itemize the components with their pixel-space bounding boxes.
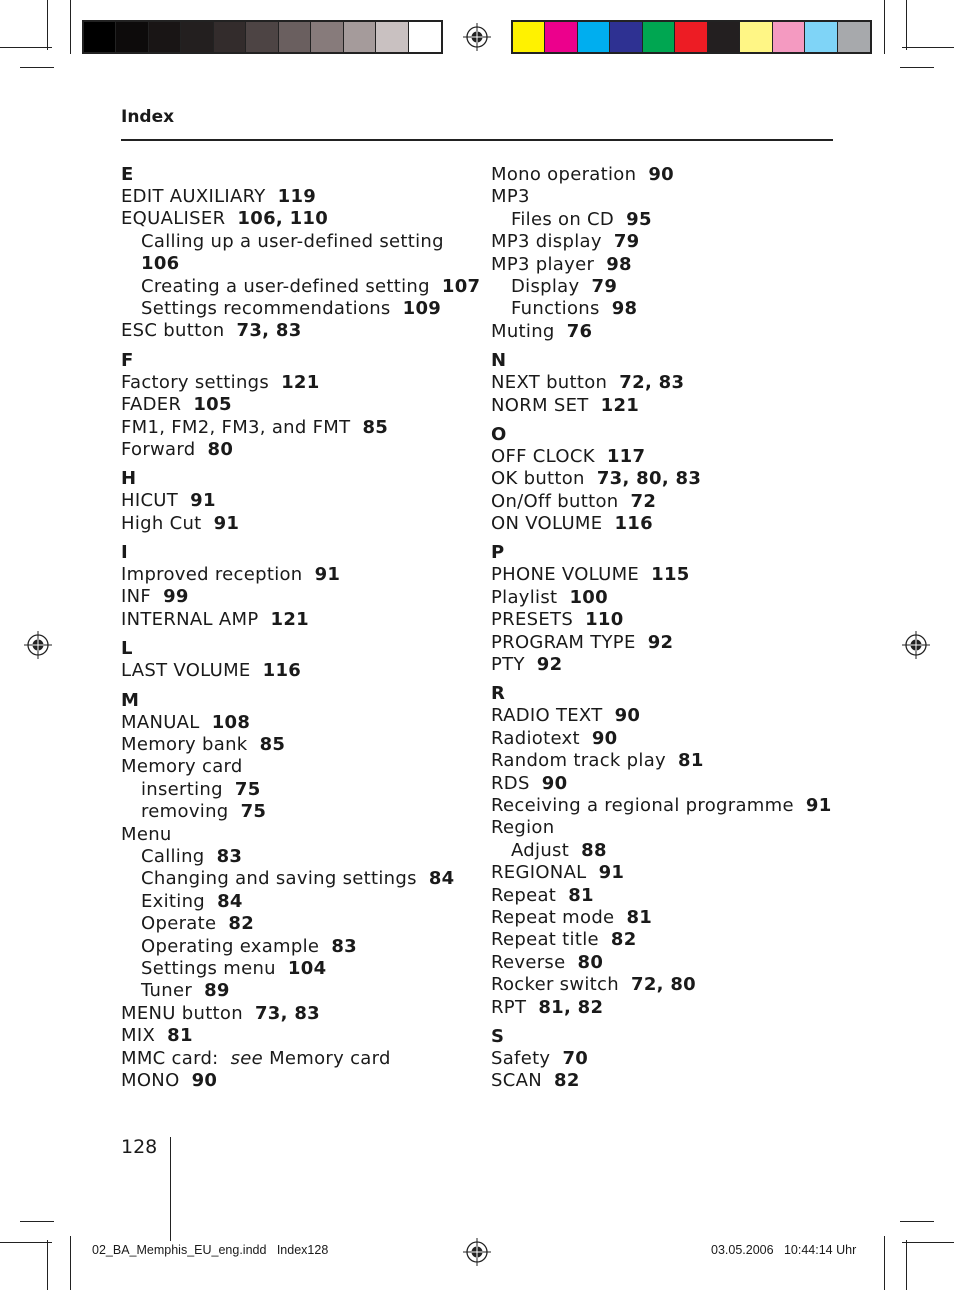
index-entry <box>121 734 481 756</box>
index-term: INF <box>121 586 152 608</box>
color-swatch <box>149 22 181 52</box>
index-term: NEXT button <box>491 372 608 394</box>
index-term: Calling <box>141 845 205 867</box>
index-entry <box>121 513 481 535</box>
index-page-numbers: 75 <box>234 778 261 800</box>
index-entry <box>491 372 831 394</box>
index-page-numbers: 110 <box>585 609 624 631</box>
index-page-numbers: 76 <box>566 320 593 342</box>
index-page-numbers: 89 <box>204 980 230 1002</box>
index-entry <box>121 490 481 512</box>
index-letter-heading: N <box>491 350 507 372</box>
index-page-numbers: 116 <box>262 660 302 682</box>
page-number: 128 <box>121 1136 158 1158</box>
index-subentry <box>121 913 481 935</box>
color-swatch <box>643 22 675 52</box>
index-term: Rocker switch <box>491 974 619 996</box>
index-subentry <box>121 958 481 980</box>
index-entry <box>491 929 831 951</box>
index-entry <box>491 1070 831 1092</box>
index-entry <box>491 446 831 468</box>
index-term: OFF CLOCK <box>491 445 595 467</box>
color-swatch <box>246 22 278 52</box>
index-page-continuation <box>121 253 481 275</box>
index-page-numbers: 84 <box>428 868 455 890</box>
index-entry <box>491 186 831 208</box>
index-letter-heading: F <box>121 349 134 371</box>
index-page-numbers: 90 <box>191 1069 218 1091</box>
color-swatch <box>805 22 837 52</box>
index-term: Memory card <box>121 756 243 778</box>
index-entry <box>121 439 481 461</box>
index-page-numbers: 104 <box>287 957 327 979</box>
index-term: RPT <box>491 996 527 1018</box>
index-term: PHONE VOLUME <box>491 564 640 586</box>
index-letter-heading: M <box>121 689 140 711</box>
color-swatch <box>344 22 376 52</box>
index-entry <box>491 654 831 676</box>
index-term: Safety <box>491 1047 551 1069</box>
index-page-numbers: 108 <box>211 711 251 733</box>
index-entry <box>491 885 831 907</box>
index-page-numbers: 82 <box>554 1070 580 1092</box>
color-swatch <box>311 22 343 52</box>
index-subentry <box>491 209 831 231</box>
index-letter-heading: L <box>121 638 133 660</box>
index-entry <box>491 231 831 253</box>
index-term: FM1, FM2, FM3, and FMT <box>121 416 351 438</box>
index-page-numbers: 72, 83 <box>619 372 685 394</box>
index-term: Menu <box>121 823 172 845</box>
index-letter-heading: O <box>491 423 507 445</box>
index-page-numbers: 91 <box>190 490 216 512</box>
index-entry <box>491 1048 831 1070</box>
index-term: Settings menu <box>141 957 276 979</box>
index-entry <box>121 372 481 394</box>
index-term: High Cut <box>121 512 202 534</box>
index-entry <box>491 513 831 535</box>
index-page-numbers: 81 <box>626 906 653 928</box>
index-page-numbers: 91 <box>805 794 832 816</box>
crop-mark <box>0 47 52 48</box>
index-subentry <box>121 231 481 253</box>
crop-mark <box>900 1221 934 1222</box>
color-swatch <box>279 22 311 52</box>
index-entry <box>121 824 481 846</box>
index-page-numbers: 82 <box>610 929 637 951</box>
index-page-numbers: 72, 80 <box>631 974 697 996</box>
index-page-numbers: 98 <box>611 298 638 320</box>
index-entry <box>491 997 831 1019</box>
index-page-numbers: 91 <box>314 564 341 586</box>
index-page-numbers: 106, 110 <box>237 208 329 230</box>
index-term: EDIT AUXILIARY <box>121 186 266 207</box>
index-entry <box>491 728 831 750</box>
crop-mark <box>0 1242 52 1243</box>
index-subentry <box>121 980 481 1002</box>
crop-mark <box>47 0 48 50</box>
registration-mark-icon <box>24 631 52 659</box>
cross-reference-target: Memory card <box>269 1047 391 1069</box>
index-term: On/Off button <box>491 490 619 512</box>
color-swatch <box>740 22 772 52</box>
index-page-numbers: 98 <box>606 253 632 275</box>
index-term: REGIONAL <box>491 862 587 884</box>
index-term: PRESETS <box>491 609 574 631</box>
index-page-numbers: 72 <box>630 490 657 512</box>
crop-mark <box>906 1240 907 1290</box>
index-term: Radiotext <box>491 727 580 749</box>
index-page-numbers: 83 <box>216 845 243 867</box>
index-page-numbers: 79 <box>613 231 640 253</box>
index-entry <box>121 186 481 208</box>
index-entry <box>491 773 831 795</box>
index-term: HICUT <box>121 490 179 512</box>
index-subentry <box>121 801 481 823</box>
index-entry <box>121 712 481 734</box>
index-entry <box>491 952 831 974</box>
index-entry <box>121 756 481 778</box>
index-term: Changing and saving settings <box>141 868 417 890</box>
index-term: EQUALISER <box>121 208 226 230</box>
index-term: removing <box>141 801 229 823</box>
registration-mark-icon <box>463 23 491 51</box>
index-term: inserting <box>141 778 223 800</box>
index-entry <box>491 587 831 609</box>
index-term: Muting <box>491 320 555 342</box>
index-letter-heading: E <box>121 164 134 185</box>
index-entry <box>491 254 831 276</box>
timestamp-slug: 03.05.2006 10:44:14 Uhr <box>711 1243 857 1257</box>
crop-mark <box>906 0 907 50</box>
index-page-numbers: 88 <box>581 839 607 861</box>
index-page-numbers: 81 <box>568 884 594 906</box>
index-term: Random track play <box>491 750 666 772</box>
index-term: Operate <box>141 913 217 935</box>
color-swatch <box>838 22 870 52</box>
index-term: Calling up a user-defined setting <box>141 230 444 252</box>
index-term: LAST VOLUME <box>121 660 251 682</box>
crop-mark <box>70 1236 71 1290</box>
index-term: SCAN <box>491 1070 542 1092</box>
index-term: MANUAL <box>121 711 200 733</box>
index-page-numbers: 79 <box>591 275 618 297</box>
crop-mark <box>900 67 934 68</box>
registration-mark-icon <box>463 1238 491 1266</box>
index-entry <box>121 1003 481 1025</box>
crop-mark <box>20 67 54 68</box>
index-page-numbers: 73, 80, 83 <box>596 468 702 490</box>
index-term: MIX <box>121 1025 156 1047</box>
index-subentry <box>121 779 481 801</box>
index-entry <box>491 862 831 884</box>
registration-mark-icon <box>902 631 930 659</box>
crop-mark <box>902 47 954 48</box>
index-entry <box>121 564 481 586</box>
index-subentry <box>491 298 831 320</box>
index-page-numbers: 75 <box>240 801 267 823</box>
index-entry <box>121 586 481 608</box>
color-swatch <box>708 22 740 52</box>
index-page-numbers: 117 <box>606 445 646 467</box>
index-term: RDS <box>491 772 530 794</box>
index-entry <box>121 1025 481 1047</box>
color-swatch <box>181 22 213 52</box>
index-page-numbers: 91 <box>598 862 625 884</box>
index-term: PROGRAM TYPE <box>491 631 636 653</box>
index-term: Mono operation <box>491 164 637 185</box>
index-term: Settings recommendations <box>141 297 391 319</box>
index-term: MP3 player <box>491 253 595 275</box>
index-page-numbers: 80 <box>577 951 604 973</box>
index-page-numbers: 105 <box>193 394 232 416</box>
color-swatch <box>675 22 707 52</box>
index-entry <box>491 974 831 996</box>
index-page-numbers: 85 <box>259 734 286 756</box>
index-term: PTY <box>491 654 525 676</box>
index-page-numbers: 81 <box>678 750 704 772</box>
see-reference: see <box>230 1047 264 1069</box>
index-term: RADIO TEXT <box>491 705 603 727</box>
index-entry <box>491 395 831 417</box>
index-page-numbers: 90 <box>648 164 675 185</box>
index-page-numbers: 90 <box>591 727 618 749</box>
color-control-strip <box>511 20 872 54</box>
index-term: Exiting <box>141 890 206 912</box>
index-term: MP3 display <box>491 231 602 253</box>
index-term: Memory bank <box>121 734 248 756</box>
index-column-left <box>121 164 481 1092</box>
index-letter-heading: H <box>121 468 137 490</box>
header-divider <box>121 139 833 141</box>
index-entry <box>121 320 481 342</box>
color-swatch <box>84 22 116 52</box>
index-entry <box>121 394 481 416</box>
color-swatch <box>610 22 642 52</box>
index-term: NORM SET <box>491 394 589 416</box>
index-entry <box>491 491 831 513</box>
index-subentry <box>121 936 481 958</box>
index-term: Reverse <box>491 951 566 973</box>
index-page-numbers: 121 <box>600 394 640 416</box>
index-entry <box>121 1070 481 1092</box>
index-page-numbers: 73, 83 <box>254 1002 320 1024</box>
index-page-numbers: 100 <box>569 586 608 608</box>
index-page-numbers: 116 <box>614 513 653 535</box>
index-page-numbers: 92 <box>647 631 674 653</box>
index-page-numbers: 81 <box>167 1025 193 1047</box>
index-entry <box>491 817 831 839</box>
crop-mark <box>884 1236 885 1290</box>
index-entry <box>121 609 481 631</box>
index-page-numbers: 81, 82 <box>538 996 604 1018</box>
index-term: Receiving a regional programme <box>491 794 794 816</box>
crop-mark <box>70 0 71 54</box>
index-entry <box>491 164 831 186</box>
index-term: Repeat <box>491 884 557 906</box>
index-page-numbers: 119 <box>277 186 317 207</box>
color-swatch <box>545 22 577 52</box>
index-subentry <box>491 276 831 298</box>
index-entry <box>491 564 831 586</box>
index-page-numbers: 95 <box>626 208 652 230</box>
index-term: Forward <box>121 438 196 460</box>
crop-mark <box>47 1240 48 1290</box>
color-swatch <box>376 22 408 52</box>
index-entry <box>491 705 831 727</box>
index-column-right <box>491 164 831 1093</box>
index-entry <box>491 907 831 929</box>
index-subentry <box>121 298 481 320</box>
index-term: MP3 <box>491 186 530 208</box>
index-term: Region <box>491 817 555 839</box>
color-swatch <box>116 22 148 52</box>
color-swatch <box>214 22 246 52</box>
index-letter-heading: P <box>491 542 505 564</box>
color-swatch <box>513 22 545 52</box>
index-letter-heading: R <box>491 683 506 705</box>
index-page-numbers: 121 <box>270 608 310 630</box>
index-page-numbers: 70 <box>562 1047 589 1069</box>
index-entry <box>491 632 831 654</box>
index-term: Repeat title <box>491 929 599 951</box>
index-page-numbers: 90 <box>614 705 641 727</box>
index-page-numbers: 73, 83 <box>236 320 302 342</box>
index-entry <box>491 750 831 772</box>
index-subentry <box>121 846 481 868</box>
index-entry <box>491 795 831 817</box>
color-swatch <box>578 22 610 52</box>
index-page-numbers: 107 <box>441 275 481 297</box>
index-term: Playlist <box>491 586 558 608</box>
index-page-numbers: 109 <box>402 297 442 319</box>
index-term: INTERNAL AMP <box>121 608 259 630</box>
index-page-numbers: 99 <box>163 586 189 608</box>
index-term: MONO <box>121 1069 180 1091</box>
index-subentry <box>121 891 481 913</box>
index-page-numbers: 80 <box>207 438 234 460</box>
index-term: MENU button <box>121 1002 243 1024</box>
index-term: Repeat mode <box>491 906 615 928</box>
index-page-numbers: 121 <box>281 371 320 393</box>
index-page-numbers: 83 <box>331 935 357 957</box>
index-page-numbers: 115 <box>651 564 690 586</box>
index-term: Adjust <box>511 839 570 861</box>
index-subentry <box>121 276 481 298</box>
color-swatch <box>773 22 805 52</box>
index-term: OK button <box>491 468 585 490</box>
index-term: ON VOLUME <box>491 513 603 535</box>
file-slug: 02_BA_Memphis_EU_eng.indd Index128 <box>92 1243 329 1257</box>
index-term: Functions <box>511 298 600 320</box>
crop-mark <box>902 1242 954 1243</box>
page-title: Index <box>121 107 175 127</box>
index-term: Operating example <box>141 935 320 957</box>
index-entry <box>121 417 481 439</box>
index-term: Creating a user-defined setting <box>141 275 430 297</box>
index-page-numbers: 106 <box>141 253 180 275</box>
index-term: Improved reception <box>121 564 303 586</box>
index-entry <box>121 1048 481 1070</box>
index-page-numbers: 85 <box>362 416 389 438</box>
index-entry <box>491 321 831 343</box>
index-subentry <box>491 840 831 862</box>
index-page-numbers: 82 <box>228 913 255 935</box>
crop-mark <box>884 0 885 54</box>
grey-control-strip <box>82 20 443 54</box>
page-number-rule <box>170 1137 171 1241</box>
index-page-numbers: 90 <box>541 772 568 794</box>
index-page-numbers: 84 <box>217 890 243 912</box>
index-subentry <box>121 868 481 890</box>
index-term: Tuner <box>141 980 193 1002</box>
index-page-numbers: 92 <box>536 654 563 676</box>
index-entry <box>121 208 481 230</box>
index-entry <box>121 660 481 682</box>
index-term: Factory settings <box>121 371 270 393</box>
index-page-numbers: 91 <box>213 512 240 534</box>
crop-mark <box>20 1221 54 1222</box>
color-swatch <box>409 22 441 52</box>
index-letter-heading: I <box>121 542 128 564</box>
index-term: ESC button <box>121 320 225 342</box>
index-term: Files on CD <box>511 208 615 230</box>
index-entry <box>491 609 831 631</box>
index-term: MMC card: <box>121 1047 219 1069</box>
index-term: Display <box>511 275 580 297</box>
index-letter-heading: S <box>491 1025 505 1047</box>
index-term: FADER <box>121 394 182 416</box>
index-entry <box>491 468 831 490</box>
